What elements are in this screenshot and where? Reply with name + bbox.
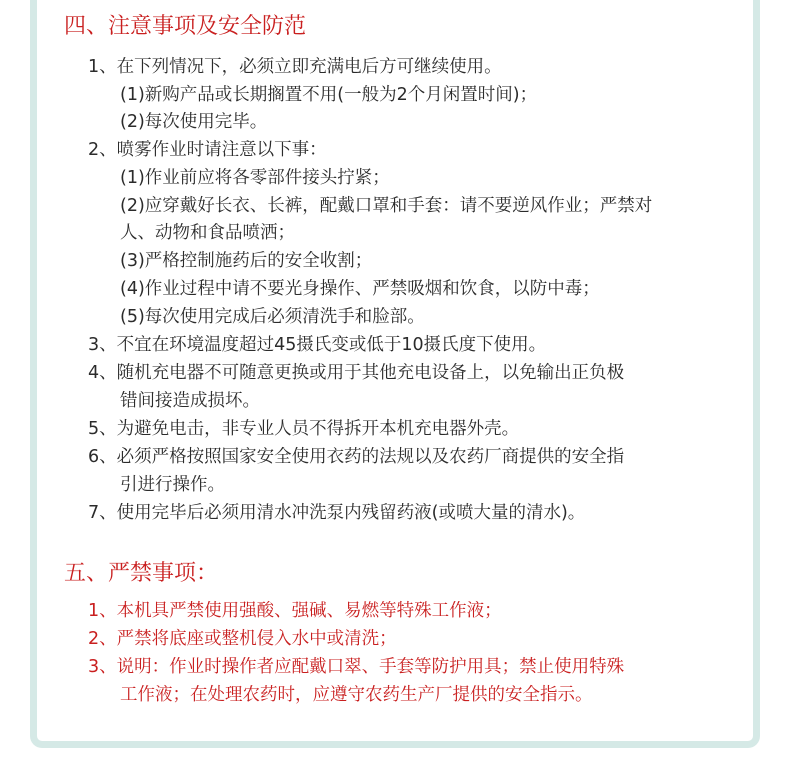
- list-item-1: 1、在下列情况下，必须立即充满电后方可继续使用。: [88, 57, 502, 77]
- list-item-6: 6、必须严格按照国家安全使用衣药的法规以及农药厂商提供的安全指: [88, 447, 625, 467]
- section-title-precautions: 四、注意事项及安全防范: [64, 14, 307, 39]
- list-item-4-cont: 错间接造成损坏。: [120, 391, 260, 411]
- prohibition-item-3-cont: 工作液；在处理农药时，应遵守农药生产厂提供的安全指示。: [120, 685, 593, 705]
- list-subitem-1-2: (2)每次使用完毕。: [120, 112, 268, 132]
- prohibition-item-1: 1、本机具严禁使用强酸、强碱、易燃等特殊工作液；: [88, 601, 502, 621]
- list-subitem-1-1: (1)新购产品或长期搁置不用(一般为2个月闲置时间)；: [120, 85, 538, 105]
- list-item-7: 7、使用完毕后必须用清水冲洗泵内残留药液(或喷大量的清水)。: [88, 503, 586, 523]
- list-subitem-2-2-cont: 人、动物和食品喷洒；: [120, 223, 295, 243]
- list-subitem-2-3: (3)严格控制施药后的安全收割；: [120, 251, 373, 271]
- list-item-5: 5、为避免电击，非专业人员不得拆开本机充电器外壳。: [88, 419, 520, 439]
- list-item-6-cont: 引进行操作。: [120, 475, 225, 495]
- section-title-prohibitions: 五、严禁事项：: [64, 561, 219, 586]
- prohibition-item-3: 3、说明：作业时操作者应配戴口翠、手套等防护用具；禁止使用特殊: [88, 657, 625, 677]
- list-item-3: 3、不宜在环境温度超过45摄氏变或低于10摄氏度下使用。: [88, 335, 547, 355]
- list-subitem-2-2: (2)应穿戴好长衣、长裤，配戴口罩和手套：请不要逆风作业；严禁对: [120, 196, 653, 216]
- prohibition-item-2: 2、严禁将底座或整机侵入水中或清洗；: [88, 629, 397, 649]
- list-subitem-2-1: (1)作业前应将各零部件接头拧紧；: [120, 168, 390, 188]
- list-subitem-2-5: (5)每次使用完成后必须清洗手和脸部。: [120, 307, 425, 327]
- list-item-4: 4、随机充电器不可随意更换或用于其他充电设备上，以免输出正负极: [88, 363, 625, 383]
- list-item-2: 2、喷雾作业时请注意以下事：: [88, 140, 327, 160]
- list-subitem-2-4: (4)作业过程中请不要光身操作、严禁吸烟和饮食，以防中毒；: [120, 279, 600, 299]
